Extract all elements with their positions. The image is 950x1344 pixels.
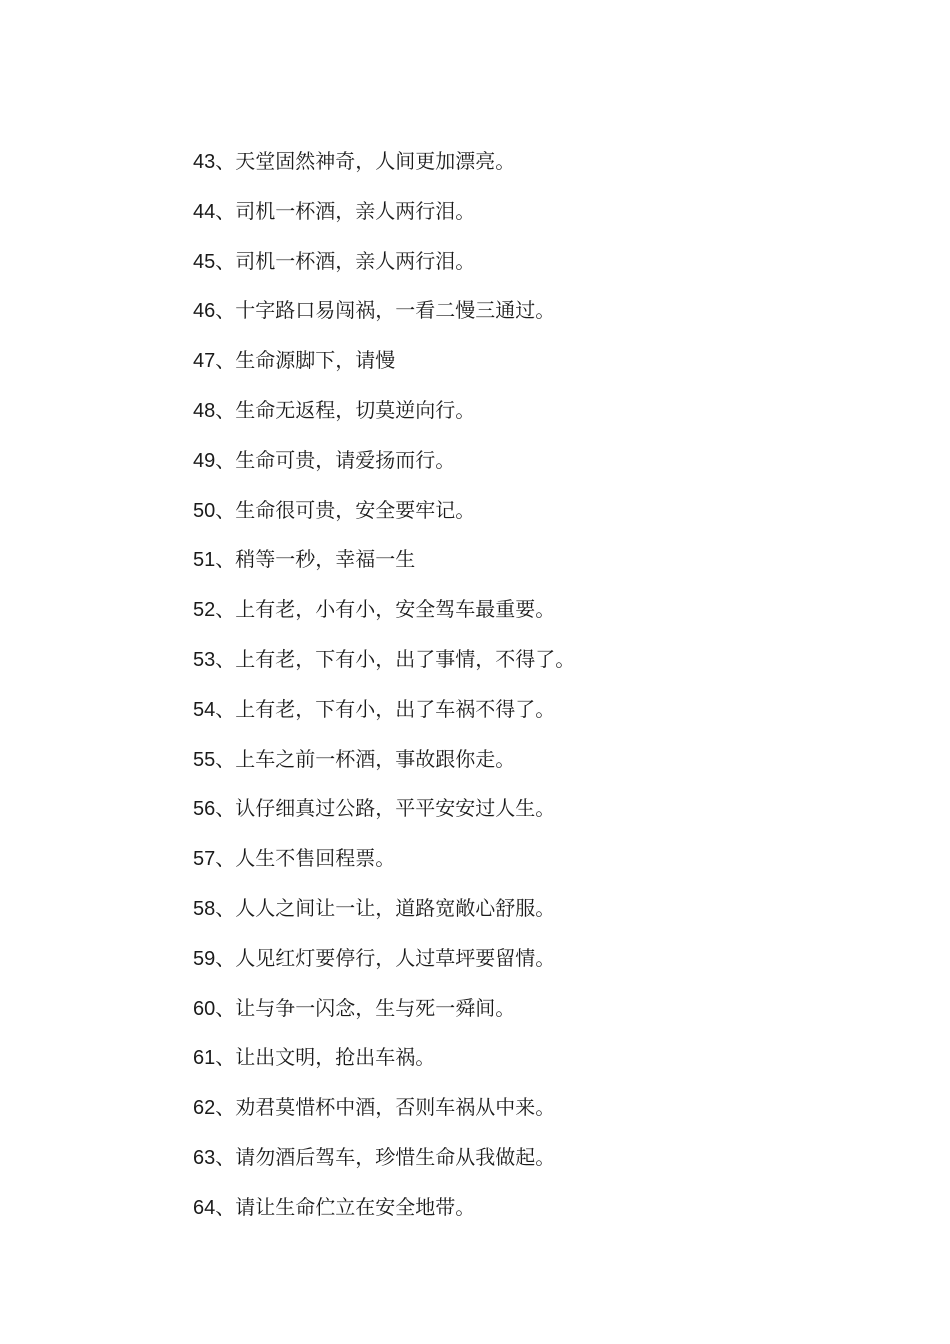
item-text: 司机一杯酒，亲人两行泪。 [235,248,476,273]
list-item [193,838,575,888]
item-number: 54 [193,698,216,721]
item-separator: 、 [215,348,236,373]
item-text: 生命源脚下，请慢 [235,348,396,373]
item-number: 58 [193,897,216,920]
item-number: 50 [193,499,216,522]
list-item [193,689,575,739]
list-item [193,440,575,490]
item-text: 人人之间让一让，道路宽敞心舒服。 [235,895,556,920]
item-separator: 、 [215,995,236,1020]
item-number: 59 [193,947,216,970]
item-number: 44 [193,200,216,223]
item-number: 64 [193,1196,216,1219]
item-number: 47 [193,350,216,373]
item-text: 劝君莫惜杯中酒，否则车祸从中来。 [235,1095,556,1120]
list-item [193,490,575,540]
item-number: 46 [193,300,216,323]
item-separator: 、 [215,1095,236,1120]
item-text: 生命无返程，切莫逆向行。 [235,397,476,422]
item-number: 62 [193,1097,216,1120]
item-number: 45 [193,250,216,273]
item-number: 43 [193,151,216,173]
item-number: 56 [193,798,216,821]
item-text: 人生不售回程票。 [235,846,396,871]
item-text: 稍等一秒，幸福一生 [235,547,416,572]
list-item [193,191,575,241]
item-number: 48 [193,399,216,422]
item-separator: 、 [215,547,236,572]
item-text: 让出文明，抢出车祸。 [235,1045,436,1070]
item-text: 上有老，小有小，安全驾车最重要。 [235,597,556,622]
item-text: 人见红灯要停行，人过草坪要留情。 [235,945,556,970]
item-text: 上有老，下有小，出了事情，不得了。 [235,646,576,671]
list-item [193,888,575,938]
item-separator: 、 [215,1144,236,1169]
item-text: 请勿酒后驾车，珍惜生命从我做起。 [235,1144,556,1169]
item-number: 61 [193,1047,216,1070]
item-number: 55 [193,748,216,771]
item-number: 63 [193,1146,216,1169]
list-item [193,241,575,291]
item-separator: 、 [215,846,236,871]
list-item [193,1187,575,1237]
item-text: 生命很可贵，安全要牢记。 [235,497,476,522]
item-separator: 、 [215,149,236,173]
list-item [193,639,575,689]
list-item [193,390,575,440]
item-text: 上车之前一杯酒，事故跟你走。 [235,746,516,771]
item-separator: 、 [215,497,236,522]
item-number: 51 [193,549,216,572]
list-item [193,1037,575,1087]
item-number: 57 [193,848,216,871]
item-text: 上有老，下有小，出了车祸不得了。 [235,696,556,721]
item-number: 60 [193,997,216,1020]
item-separator: 、 [215,397,236,422]
item-text: 让与争一闪念，生与死一舜间。 [235,995,516,1020]
item-separator: 、 [215,796,236,821]
item-text: 认仔细真过公路，平平安安过人生。 [235,796,556,821]
list-item [193,141,575,191]
item-number: 52 [193,599,216,622]
item-separator: 、 [215,646,236,671]
slogan-list [193,141,575,1237]
item-text: 生命可贵，请爱扬而行。 [235,447,456,472]
item-separator: 、 [215,597,236,622]
item-separator: 、 [215,1045,236,1070]
item-separator: 、 [215,298,236,323]
item-separator: 、 [215,1194,236,1219]
list-item [193,589,575,639]
list-item [193,739,575,789]
list-item [193,1087,575,1137]
item-text: 十字路口易闯祸，一看二慢三通过。 [235,298,556,323]
list-item [193,539,575,589]
list-item [193,290,575,340]
list-item [193,1137,575,1187]
item-number: 49 [193,449,216,472]
item-separator: 、 [215,696,236,721]
list-item [193,988,575,1038]
item-separator: 、 [215,945,236,970]
item-separator: 、 [215,198,236,223]
list-item [193,788,575,838]
list-item [193,938,575,988]
item-text: 请让生命伫立在安全地带。 [235,1194,476,1219]
item-text: 天堂固然神奇，人间更加漂亮。 [235,149,516,173]
item-separator: 、 [215,746,236,771]
item-number: 53 [193,648,216,671]
list-item [193,340,575,390]
item-text: 司机一杯酒，亲人两行泪。 [235,198,476,223]
item-separator: 、 [215,895,236,920]
item-separator: 、 [215,447,236,472]
item-separator: 、 [215,248,236,273]
